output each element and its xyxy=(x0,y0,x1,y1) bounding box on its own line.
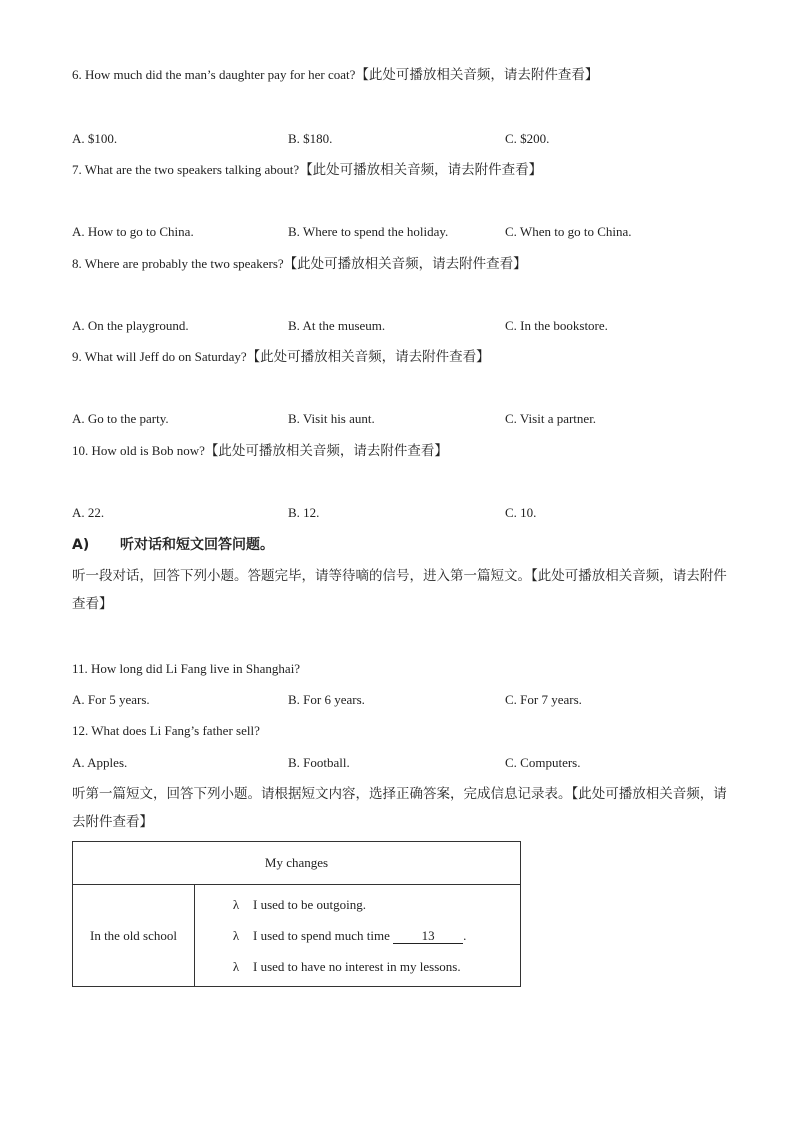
answer-blank-13[interactable]: 13 xyxy=(393,929,463,944)
audio-link-10[interactable]: 【此处可播放相关音频，请去附件查看】 xyxy=(204,443,448,459)
table-header: My changes xyxy=(73,842,521,885)
section-label: A) xyxy=(72,537,90,553)
question-10-stem: 10. How old is Bob now? xyxy=(72,443,205,458)
question-8 xyxy=(72,255,527,273)
question-6 xyxy=(72,66,598,84)
change-item xyxy=(195,920,520,951)
question-6-stem: 6. How much did the man’s daughter pay for her coat? xyxy=(72,67,356,82)
change-item xyxy=(195,951,520,982)
question-10 xyxy=(72,442,448,460)
row-label: In the old school xyxy=(73,885,195,987)
option-b[interactable]: B. Football. xyxy=(288,755,350,770)
question-11 xyxy=(72,660,300,678)
audio-link-6[interactable]: 【此处可播放相关音频，请去附件查看】 xyxy=(355,67,599,83)
option-a[interactable]: A. On the playground. xyxy=(72,318,189,333)
audio-link-7[interactable]: 【此处可播放相关音频，请去附件查看】 xyxy=(299,162,543,178)
changes-cell xyxy=(195,885,521,987)
dialogue-instructions: 听一段对话，回答下列小题。答题完毕，请等待嘀的信号，进入第一篇短文。【此处可播放相关音频，请去附件查看】 xyxy=(72,568,727,612)
question-12-options xyxy=(0,754,794,772)
blank-suffix: . xyxy=(463,928,467,943)
section-title: 听对话和短文回答问题。 xyxy=(120,537,274,553)
option-a[interactable]: A. For 5 years. xyxy=(72,692,150,707)
section-heading xyxy=(72,536,274,554)
question-9-options xyxy=(0,410,794,428)
option-b[interactable]: B. $180. xyxy=(288,131,333,146)
option-c[interactable]: C. 10. xyxy=(505,505,537,520)
change-text: I used to spend much time xyxy=(253,928,390,943)
option-a[interactable]: A. 22. xyxy=(72,505,105,520)
bullet-icon: λ xyxy=(232,897,240,912)
change-item xyxy=(195,889,520,920)
question-11-stem: 11. How long did Li Fang live in Shanghai? xyxy=(72,661,301,676)
question-10-options xyxy=(0,504,794,522)
option-c[interactable]: C. For 7 years. xyxy=(505,692,582,707)
change-text: I used to be outgoing. xyxy=(253,897,367,912)
option-b[interactable]: B. Visit his aunt. xyxy=(288,411,375,426)
passage-instructions: 听第一篇短文，回答下列小题。请根据短文内容，选择正确答案，完成信息记录表。【此处可播放相关音频，请去附件查看】 xyxy=(72,786,727,830)
change-text: I used to have no interest in my lessons. xyxy=(253,959,461,974)
option-c[interactable]: C. $200. xyxy=(505,131,550,146)
option-c[interactable]: C. Visit a partner. xyxy=(505,411,597,426)
question-11-options xyxy=(0,691,794,709)
audio-link-8[interactable]: 【此处可播放相关音频，请去附件查看】 xyxy=(283,256,527,272)
question-8-options xyxy=(0,317,794,335)
question-9 xyxy=(72,348,490,366)
question-8-stem: 8. Where are probably the two speakers? xyxy=(72,256,284,271)
question-6-options xyxy=(0,130,794,148)
bullet-icon: λ xyxy=(232,959,240,974)
option-c[interactable]: C. In the bookstore. xyxy=(505,318,608,333)
question-7-options xyxy=(0,223,794,241)
option-b[interactable]: B. Where to spend the holiday. xyxy=(288,224,449,239)
option-a[interactable]: A. $100. xyxy=(72,131,118,146)
question-7 xyxy=(72,161,542,179)
option-c[interactable]: C. When to go to China. xyxy=(505,224,632,239)
audio-link-9[interactable]: 【此处可播放相关音频，请去附件查看】 xyxy=(246,349,490,365)
bullet-icon: λ xyxy=(232,928,240,943)
option-a[interactable]: A. Apples. xyxy=(72,755,128,770)
option-b[interactable]: B. At the museum. xyxy=(288,318,386,333)
option-b[interactable]: B. 12. xyxy=(288,505,320,520)
question-12 xyxy=(72,722,260,740)
question-7-stem: 7. What are the two speakers talking about? xyxy=(72,162,300,177)
question-9-stem: 9. What will Jeff do on Saturday? xyxy=(72,349,247,364)
option-a[interactable]: A. Go to the party. xyxy=(72,411,169,426)
option-b[interactable]: B. For 6 years. xyxy=(288,692,365,707)
option-a[interactable]: A. How to go to China. xyxy=(72,224,194,239)
question-12-stem: 12. What does Li Fang’s father sell? xyxy=(72,723,260,738)
option-c[interactable]: C. Computers. xyxy=(505,755,581,770)
info-record-table xyxy=(72,841,521,987)
